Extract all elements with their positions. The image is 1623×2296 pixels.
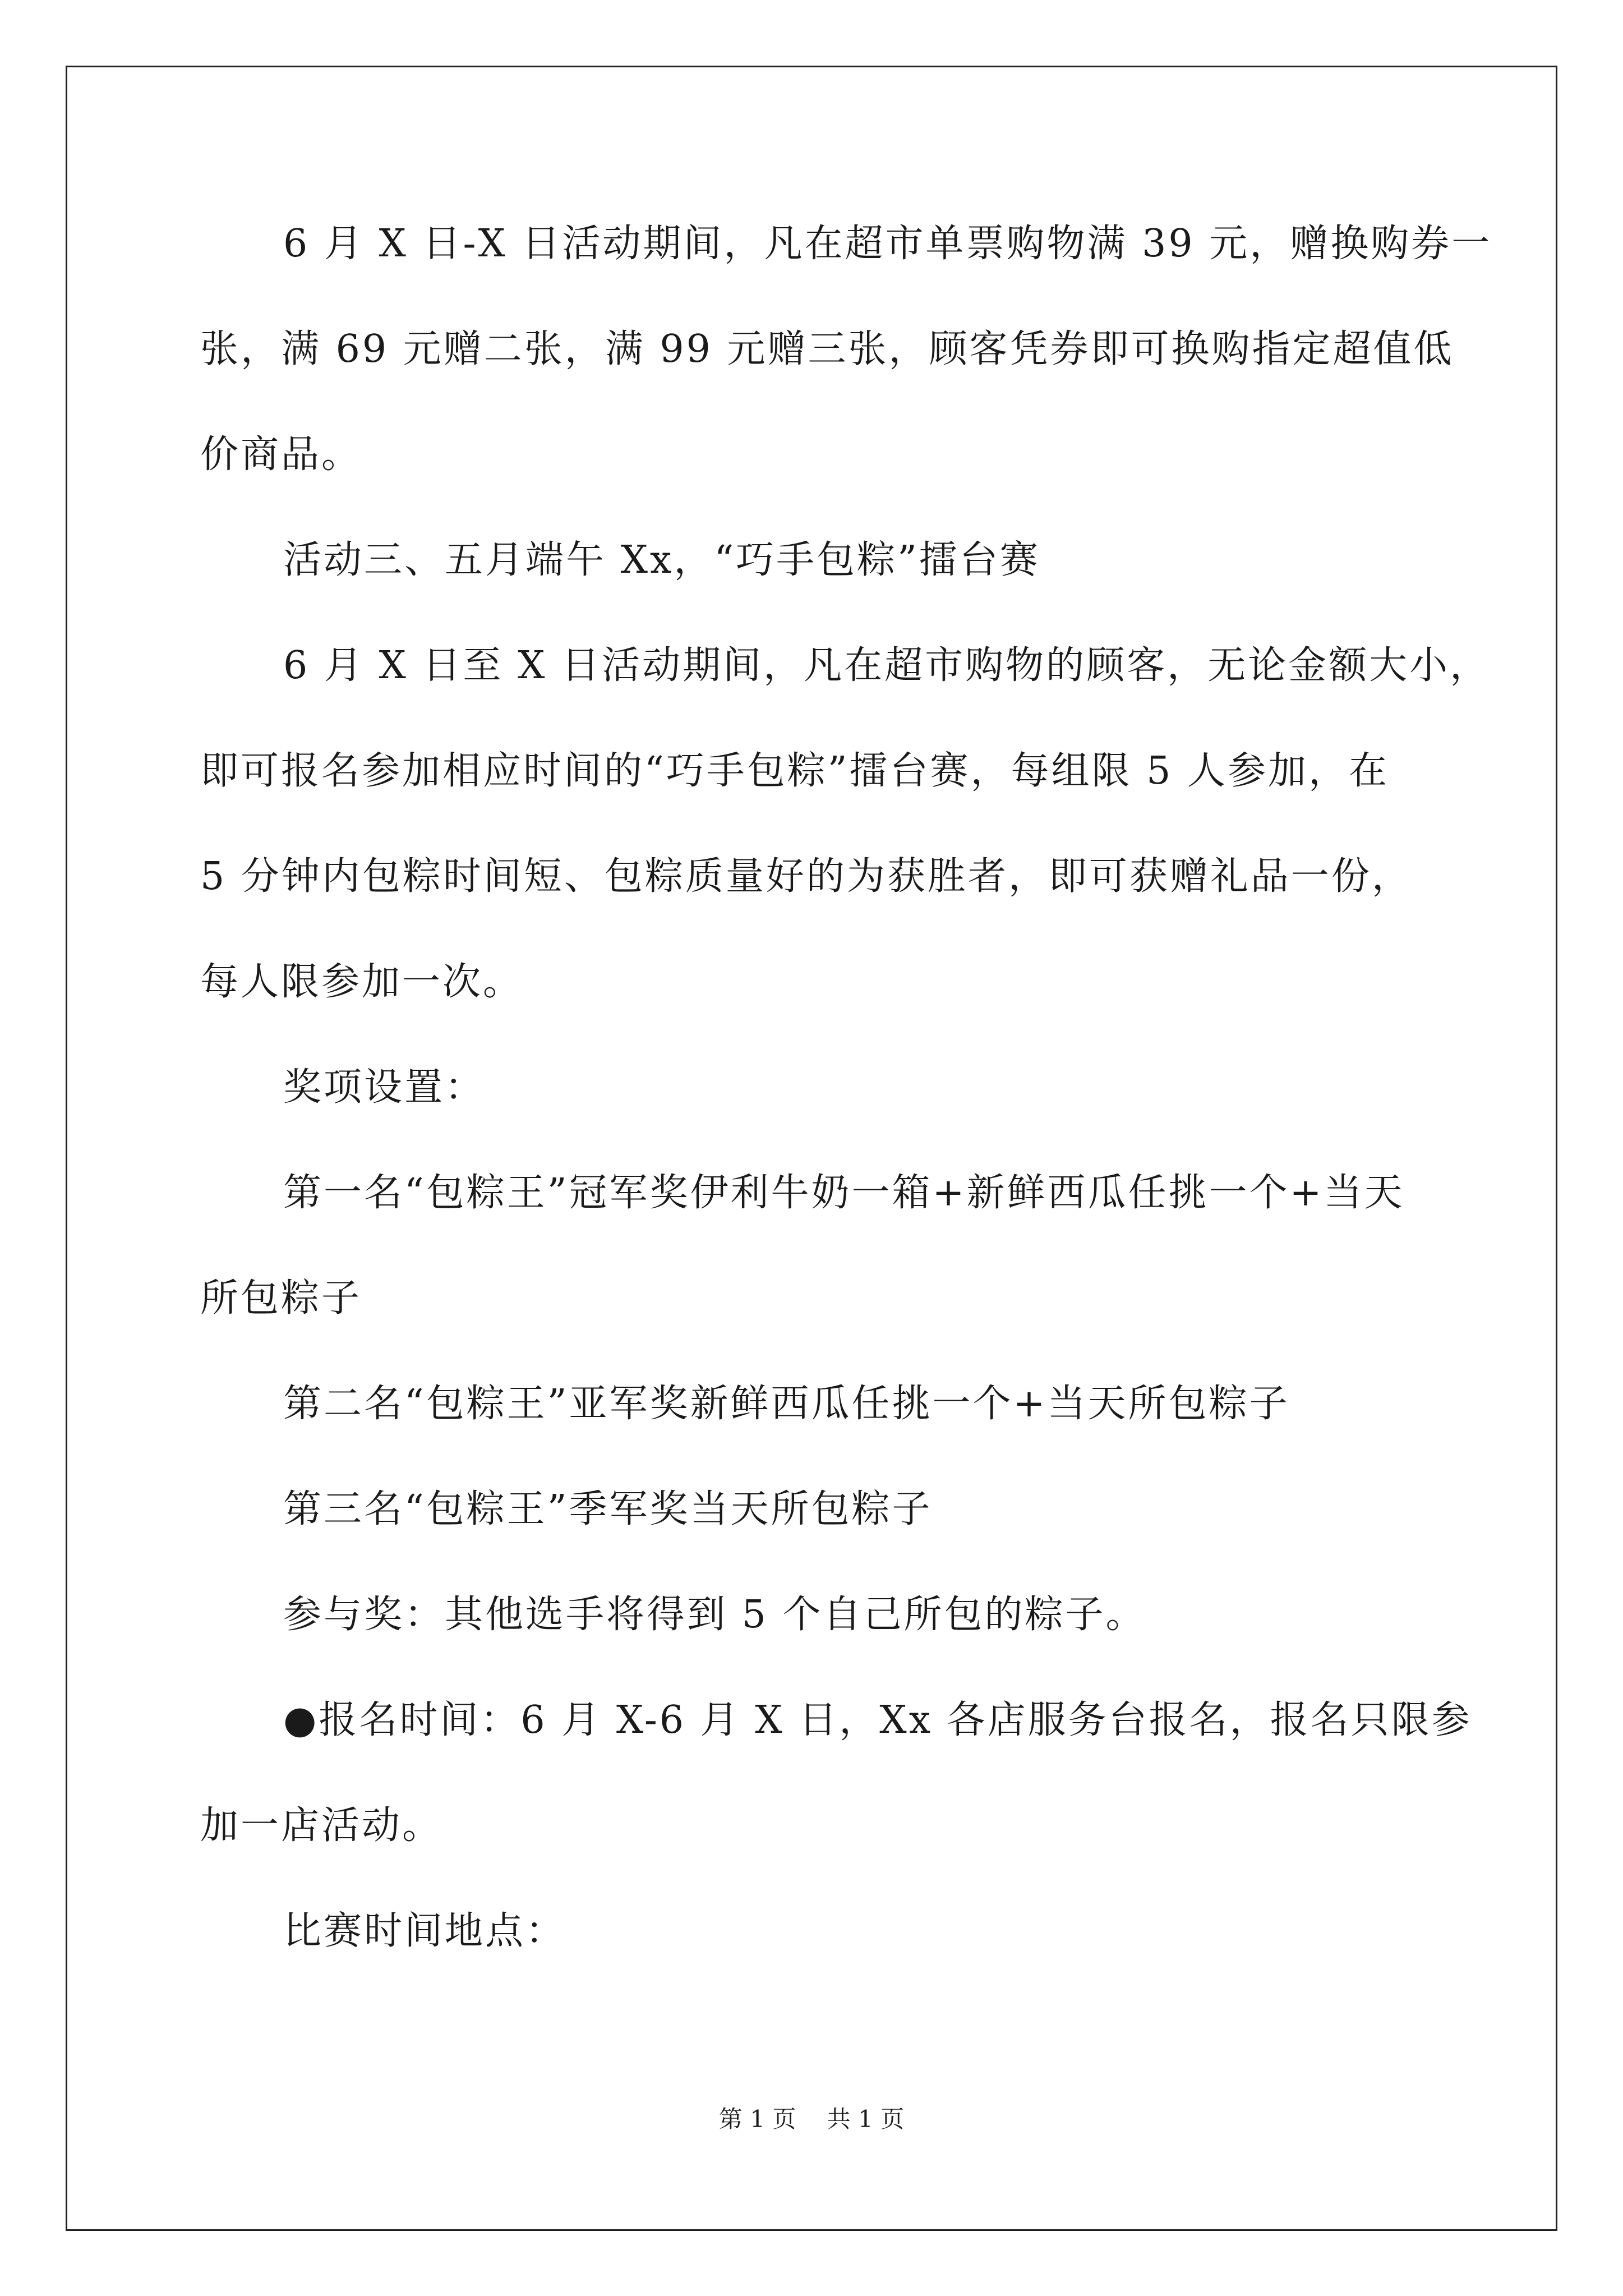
award-second-line: 第二名“包粽王”亚军奖新鲜西瓜任挑一个+当天所包粽子 bbox=[283, 1382, 1290, 1426]
document-body bbox=[200, 213, 1492, 2006]
paragraph-line: 6 月 X 日至 X 日活动期间，凡在超市购物的顾客，无论金额大小， bbox=[283, 643, 1491, 688]
registration-line: 加一店活动。 bbox=[200, 1803, 443, 1848]
paragraph-line: 每人限参加一次。 bbox=[200, 960, 524, 1004]
paragraph-line: 5 分钟内包粽时间短、包粽质量好的为获胜者，即可获赠礼品一份， bbox=[200, 854, 1412, 899]
paragraph-line: 即可报名参加相应时间的“巧手包粽”擂台赛，每组限 5 人参加，在 bbox=[200, 749, 1390, 793]
participation-award-line: 参与奖：其他选手将得到 5 个自己所包的粽子。 bbox=[283, 1593, 1146, 1637]
award-third-line: 第三名“包粽王”季军奖当天所包粽子 bbox=[283, 1487, 933, 1531]
award-first-line: 所包粽子 bbox=[200, 1276, 362, 1320]
paragraph-line: 张，满 69 元赠二张，满 99 元赠三张，顾客凭券即可换购指定超值低 bbox=[200, 327, 1454, 371]
awards-heading: 奖项设置： bbox=[283, 1065, 486, 1110]
page-number-footer: 第 1 页 共 1 页 bbox=[718, 2105, 905, 2133]
paragraph-line: 价商品。 bbox=[200, 432, 362, 477]
award-first-line: 第一名“包粽王”冠军奖伊利牛奶一箱+新鲜西瓜任挑一个+当天 bbox=[283, 1171, 1405, 1215]
competition-time-heading: 比赛时间地点： bbox=[283, 1909, 566, 1953]
section-heading: 活动三、五月端午 Xx，“巧手包粽”擂台赛 bbox=[283, 538, 1040, 582]
registration-line: ●报名时间：6 月 X-6 月 X 日，Xx 各店服务台报名，报名只限参 bbox=[283, 1698, 1472, 1742]
paragraph-line: 6 月 X 日-X 日活动期间，凡在超市单票购物满 39 元，赠换购券一 bbox=[283, 222, 1492, 266]
